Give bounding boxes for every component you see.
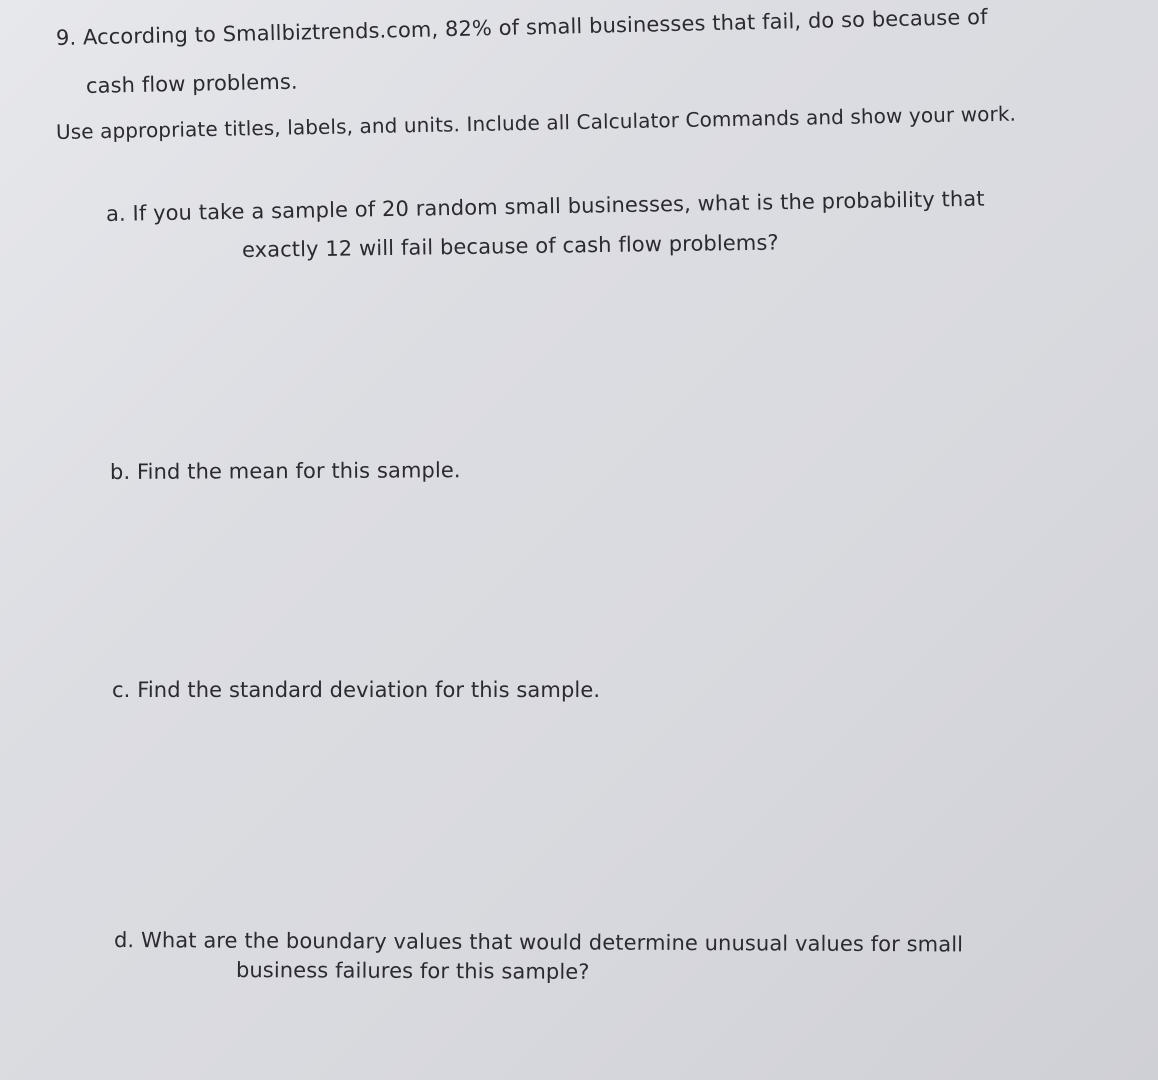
part-d-line-2: [236, 958, 590, 984]
part-a-text-line-1: If you take a sample of 20 random small businesses, what is the probability that: [132, 186, 985, 226]
part-a-label: a.: [105, 201, 126, 226]
part-d-line-1: [114, 928, 963, 956]
part-c-line: [112, 678, 600, 702]
part-a-line-1: [106, 187, 985, 226]
question-line-2: [86, 70, 298, 98]
question-text-line-2: cash flow problems.: [85, 69, 298, 98]
part-d-text-line-2: business failures for this sample?: [235, 958, 590, 984]
instructions: [56, 102, 1016, 144]
part-d-label: d.: [113, 928, 135, 953]
part-d-text-line-1: What are the boundary values that would determine unusual values for small: [140, 928, 964, 957]
part-a-text-line-2: exactly 12 will fail because of cash flow problems?: [241, 230, 779, 262]
part-a-line-2: [242, 231, 779, 262]
part-b-label: b.: [109, 459, 131, 484]
question-line-1: [56, 5, 988, 50]
part-c-label: c.: [112, 678, 131, 702]
question-number: 9.: [55, 25, 77, 50]
part-c-text: Find the standard deviation for this sample.: [137, 678, 601, 702]
question-text-line-1: According to Smallbiztrends.com, 82% of small businesses that fail, do so because of: [82, 4, 988, 50]
part-b-line: [110, 458, 461, 484]
part-b-text: Find the mean for this sample.: [136, 458, 461, 484]
instructions-text: Use appropriate titles, labels, and units. Include all Calculator Commands and show your work.: [55, 101, 1017, 144]
